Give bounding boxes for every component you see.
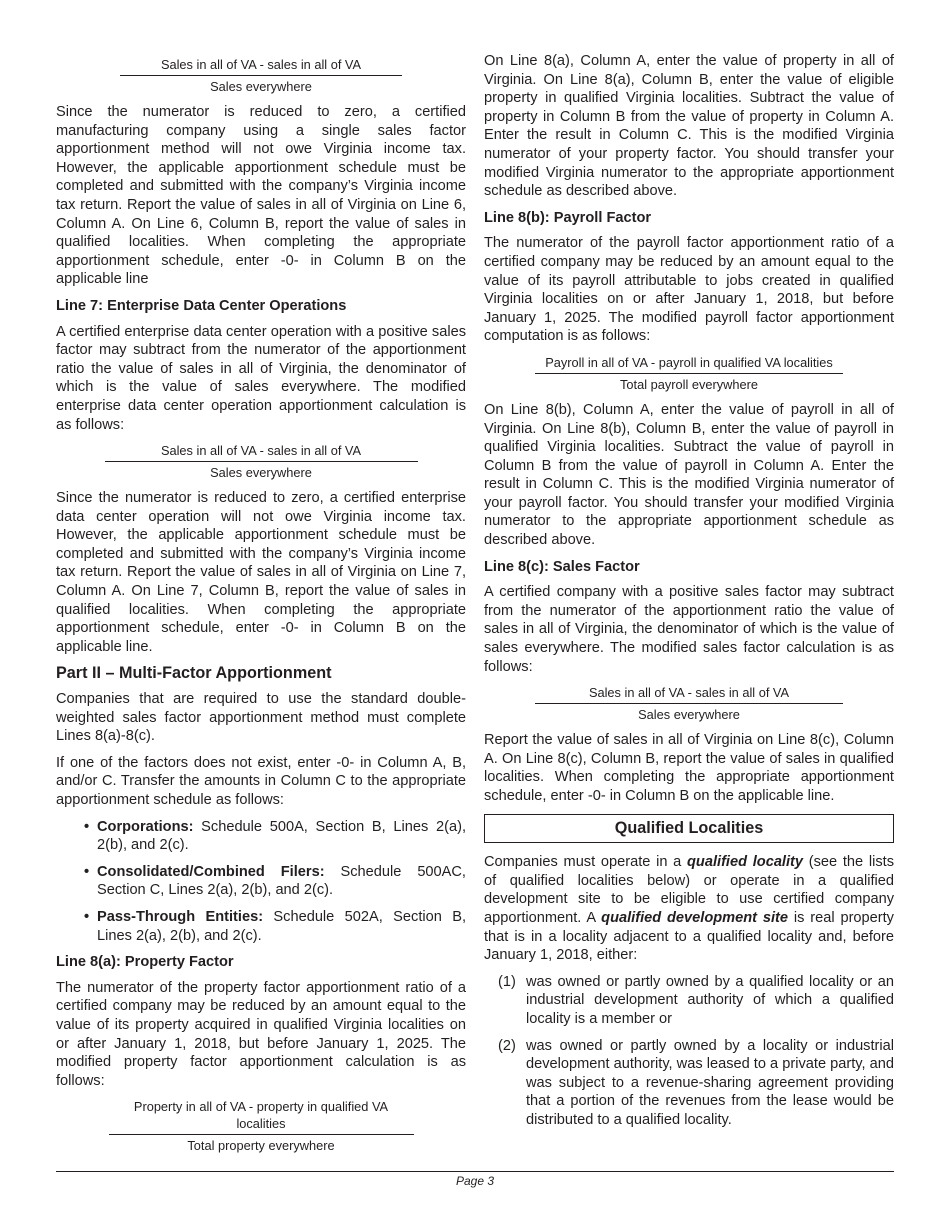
line8b-heading: Line 8(b): Payroll Factor: [484, 209, 652, 226]
property-factor-paragraph: The numerator of the property factor apportionment ratio of a certified company may be reduced by an amount equal to the value of its property acquired in qualified Virginia localities on or after January 1, 2018, but before January 1, 2025. The modified property factor apportionment calculation is as follows:: [56, 979, 466, 1089]
left-column: [56, 52, 466, 1162]
schedule-list: [56, 818, 466, 946]
fraction-numerator: Payroll in all of VA - payroll in qualified VA localities: [535, 354, 843, 374]
development-site-conditions: [484, 973, 894, 1130]
page-number: Page 3: [455, 1174, 495, 1188]
list-item: (2) was owned or partly owned by a locality or industrial development authority, was leased to a private party, and was subject to a revenue-sharing agreement providing that a portion of the revenues from the lease would be distributed to a qualified locality.: [498, 1037, 894, 1128]
sales-factor-paragraph: A certified company with a positive sales factor may subtract from the numerator of the apportionment ratio the value of sales in all of Virginia, the denominator of which is the value of sales everywhere. The modified sales factor calculation is as follows:: [484, 584, 894, 675]
fraction-denominator: Sales everywhere: [210, 79, 312, 94]
data-center-report-paragraph: Since the numerator is reduced to zero, a certified enterprise data center operation will not owe Virginia income tax. However, the applicable apportionment schedule must be completed and submitted with the company’s Virginia income tax return. Report the value of sales in all of Virginia on Line 7, Column A. On Line 7, Column B, report the value of sales in qualified localities. When completing the appropriate apportionment schedule, enter -0- in Column B on the applicable line.: [56, 490, 466, 655]
fraction-numerator: Sales in all of VA - sales in all of VA: [535, 684, 843, 704]
sales-factor-fraction-formula: [484, 684, 894, 723]
fraction-denominator: Sales everywhere: [638, 707, 740, 723]
list-item: • Corporations: Schedule 500A, Section B, Lines 2(a), 2(b), and 2(c).: [84, 818, 466, 854]
line7-heading: Line 7: Enterprise Data Center Operations: [56, 297, 347, 314]
qualified-localities-paragraph: Companies must operate in a qualified locality (see the lists of qualified localities below) or operate in a qualified development site to be eligible to use certified company apportionment. A qualified development site is real property that is in a locality adjacent to a qualified locality and, before January 1, 2018, either:: [484, 854, 894, 964]
right-column: [484, 52, 894, 1138]
fraction-numerator: Sales in all of VA - sales in all of VA: [120, 56, 402, 76]
fraction-numerator: Sales in all of VA - sales in all of VA: [105, 442, 418, 462]
property-instructions-paragraph: On Line 8(a), Column A, enter the value of property in all of Virginia. On Line 8(a), Column B, enter the value of eligible property in qualified Virginia localities. Subtract the value of property in Column B from the value of property in Column A. Enter the result in Column C. This is the modified Virginia numerator of your property factor. You should transfer your modified Virginia numerator to the appropriate apportionment schedule as described above.: [484, 53, 894, 200]
payroll-instructions-paragraph: On Line 8(b), Column A, enter the value of payroll in all of Virginia. On Line 8(b), Column B, enter the value of payroll in qualified Virginia localities. Subtract the value of payroll in Column B from the value of payroll in Column A. Enter the result in Column C. This is the modified Virginia numerator of your payroll factor. You should transfer your modified Virginia numerator to the appropriate apportionment schedule as described above.: [484, 401, 894, 549]
qualified-localities-heading: Qualified Localities: [484, 814, 894, 844]
fraction-numerator: Property in all of VA - property in qualified VA localities: [109, 1098, 414, 1135]
missing-factor-paragraph: If one of the factors does not exist, enter -0- in Column A, B, and/or C. Transfer the amounts in Column C to the appropriate apportionment schedule as follows:: [56, 754, 466, 808]
sales-fraction-formula: [56, 56, 466, 95]
list-item: • Pass-Through Entities: Schedule 502A, Section B, Lines 2(a), 2(b), and 2(c).: [84, 908, 467, 944]
bullet-icon: •: [84, 863, 90, 880]
sales-report-paragraph: Report the value of sales in all of Virginia on Line 8(c), Column A. On Line 8(c), Column B, report the value of sales in qualified localities. When completing the appropriate apportionment schedule, enter -0- in Column B on the applicable line.: [484, 732, 894, 804]
manufacturing-paragraph: Since the numerator is reduced to zero, a certified manufacturing company using a single sales factor apportionment method will not owe Virginia income tax. However, the applicable apportionment schedule must be completed and submitted with the company’s Virginia income tax return. Report the value of sales in all of Virginia on Line 6, Column A. On Line 6, Column B, report the value of sales in qualified localities. When completing the appropriate apportionment schedule, enter -0- in Column B on the applicable line: [56, 104, 466, 288]
list-item: • Consolidated/Combined Filers: Schedule 500AC, Section C, Lines 2(a), 2(b), and 2(c).: [84, 863, 466, 899]
data-center-paragraph: A certified enterprise data center operation with a positive sales factor may subtract from the numerator of the apportionment ratio the value of sales in all of Virginia, the denominator of which is the value of sales everywhere. The modified enterprise data center operation apportionment calculation is as follows:: [56, 323, 466, 433]
fraction-denominator: Total property everywhere: [187, 1138, 335, 1154]
fraction-denominator: Total payroll everywhere: [620, 376, 758, 392]
part2-heading: Part II – Multi-Factor Apportionment: [56, 664, 332, 683]
list-item: (1) was owned or partly owned by a qualified locality or an industrial development authority of which a qualified locality is a member or: [498, 973, 894, 1027]
line8c-heading: Line 8(c): Sales Factor: [484, 558, 640, 575]
bullet-icon: •: [84, 818, 90, 835]
fraction-denominator: Sales everywhere: [210, 465, 312, 481]
line8a-heading: Line 8(a): Property Factor: [56, 954, 234, 971]
payroll-fraction-formula: [484, 354, 894, 393]
property-fraction-formula: [56, 1098, 466, 1154]
footer-divider: [56, 1171, 894, 1172]
bullet-icon: •: [84, 908, 90, 925]
payroll-factor-paragraph: The numerator of the payroll factor apportionment ratio of a certified company may be reduced by an amount equal to the value of its payroll attributable to jobs created in qualified Virginia localities on or after January 1, 2018, but before January 1, 2025. The modified payroll factor apportionment computation is as follows:: [484, 235, 894, 345]
multi-factor-paragraph: Companies that are required to use the standard double-weighted sales factor apportionment method must complete Lines 8(a)-8(c).: [56, 691, 466, 745]
data-center-fraction-formula: [56, 442, 466, 481]
